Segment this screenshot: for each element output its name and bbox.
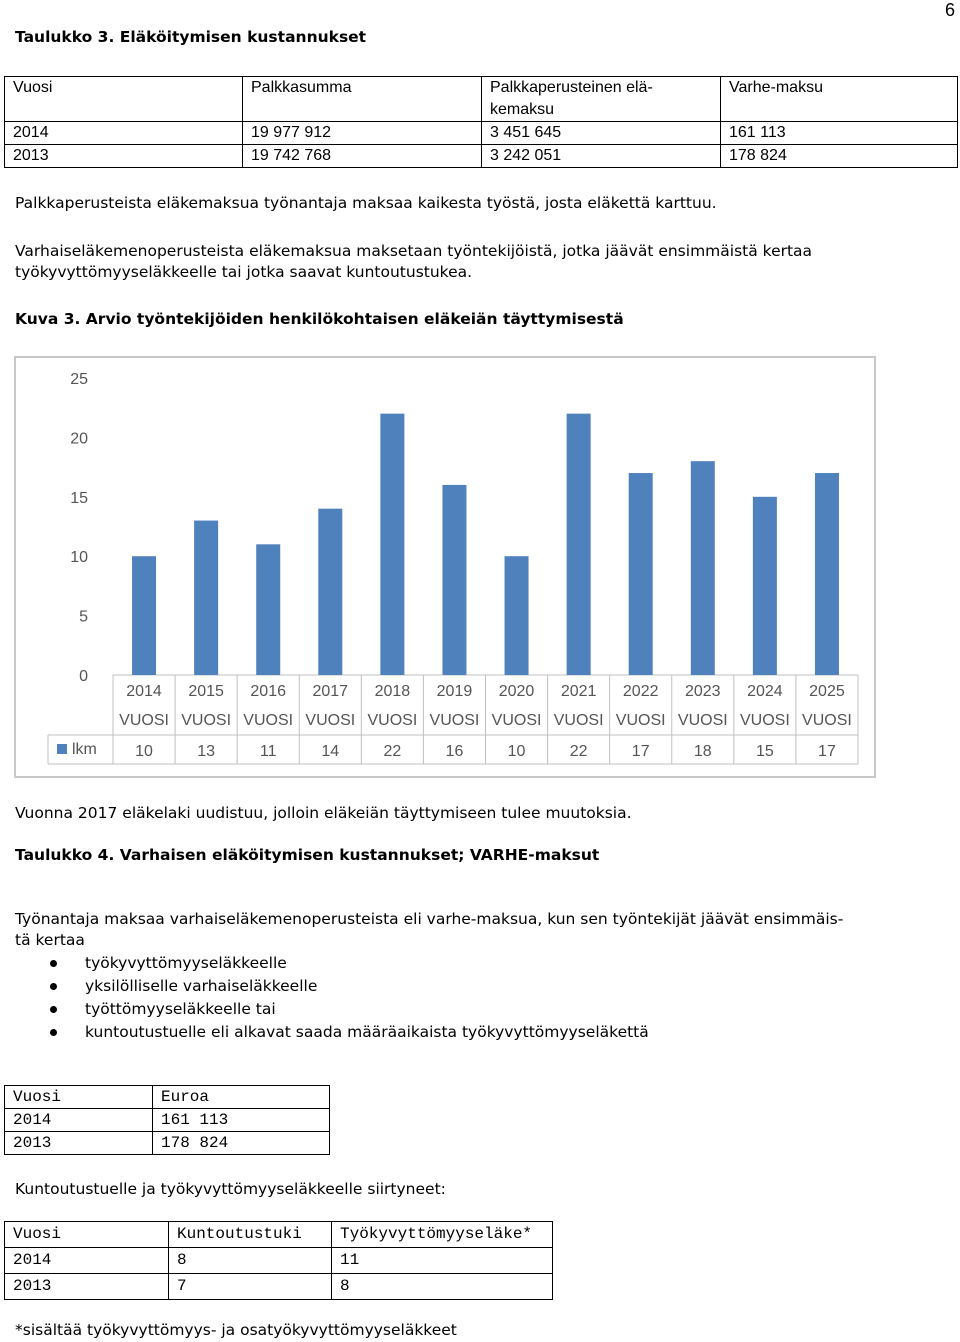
bar	[318, 509, 342, 675]
header-line: kemaksu	[490, 101, 555, 118]
table-cell: 7	[169, 1274, 332, 1300]
data-table-value: 11	[259, 743, 277, 760]
list-item	[15, 952, 649, 975]
table-cell: 8	[332, 1274, 553, 1300]
paragraph-line: työkyvyttömyyseläkkeelle tai jotka saavat kuntoutustukea.	[15, 263, 473, 281]
x-tick-label: 2016	[250, 683, 287, 700]
table-header-row	[5, 77, 958, 122]
table5-intro: Kuntoutustuelle ja työkyvyttömyyseläkkeelle siirtyneet:	[15, 1180, 446, 1198]
table-header-cell: Vuosi	[5, 1222, 169, 1248]
x-tick-label: VUOSI	[802, 712, 852, 729]
x-tick-label: 2019	[436, 683, 473, 700]
x-tick-label: 2020	[498, 683, 535, 700]
bullet-icon	[50, 960, 57, 967]
paragraph-line: Varhaiseläkemenoperusteista eläkemaksua maksetaan työntekijöistä, jotka jäävät ensimmäistä kertaa	[15, 242, 813, 260]
table-cell: 19 742 768	[243, 145, 482, 168]
chart-svg	[16, 358, 874, 776]
data-table-value: 10	[507, 743, 526, 760]
figure-caption: Kuva 3. Arvio työntekijöiden henkilökohtaisen eläkeiän täyttymisestä	[15, 310, 624, 328]
table-cell: 2014	[5, 1109, 153, 1132]
x-tick-label: VUOSI	[305, 712, 356, 729]
x-tick-label: VUOSI	[367, 712, 418, 729]
y-tick-label: 20	[70, 430, 88, 448]
table3	[4, 76, 958, 168]
bar	[753, 497, 777, 675]
bar	[567, 414, 591, 675]
data-table-value: 22	[569, 743, 588, 760]
table-cell: 19 977 912	[243, 122, 482, 145]
list-item-text: työttömyyseläkkeelle tai	[85, 1000, 276, 1018]
data-table-value: 16	[445, 743, 464, 760]
y-tick-label: 0	[79, 668, 88, 685]
table-row	[5, 145, 958, 168]
table-header-row	[5, 1086, 330, 1109]
x-tick-label: VUOSI	[181, 712, 232, 729]
table-cell: 3 242 051	[482, 145, 721, 168]
table-header-row	[5, 1222, 553, 1248]
list-item	[15, 1021, 649, 1044]
list-item	[15, 975, 649, 998]
x-tick-label: VUOSI	[739, 712, 790, 729]
table-row	[5, 1132, 330, 1155]
x-tick-label: 2018	[374, 683, 411, 700]
x-tick-label: VUOSI	[615, 712, 666, 729]
header-line: Palkkaperusteinen elä-	[490, 79, 653, 96]
table-cell: 3 451 645	[482, 122, 721, 145]
data-table-value: 14	[321, 743, 340, 760]
table-header-cell: Työkyvyttömyyseläke*	[332, 1222, 553, 1248]
table4-title: Taulukko 4. Varhaisen eläköitymisen kustannukset; VARHE-maksut	[15, 846, 600, 864]
table-cell: 2013	[5, 145, 243, 168]
x-tick-label: 2024	[747, 683, 783, 700]
page-number: 6	[944, 0, 955, 20]
footnote: *sisältää työkyvyttömyys- ja osatyökyvyttömyyseläkkeet	[15, 1321, 457, 1339]
table-cell: 2013	[5, 1274, 169, 1300]
x-tick-label: 2022	[622, 683, 659, 700]
list-item	[15, 998, 649, 1021]
y-tick-label: 15	[70, 489, 88, 507]
legend-label: lkm	[72, 741, 97, 758]
data-table-value: 15	[755, 743, 774, 760]
table-header-cell: Vuosi	[5, 1086, 153, 1109]
list-item-text: työkyvyttömyyseläkkeelle	[85, 954, 287, 972]
x-tick-label: VUOSI	[243, 712, 294, 729]
bar-chart	[14, 356, 876, 778]
table-cell: 161 113	[153, 1109, 330, 1132]
table-header-cell: Palkkasumma	[243, 77, 482, 122]
bar	[380, 414, 404, 675]
list-item-text: kuntoutustuelle eli alkavat saada määräaikaista työkyvyttömyyseläkettä	[85, 1023, 649, 1041]
data-table-value: 10	[135, 743, 153, 760]
bullet-icon	[50, 1029, 57, 1036]
table-cell: 2014	[5, 1248, 169, 1274]
y-tick-label: 25	[70, 371, 88, 388]
table-cell: 178 824	[721, 145, 958, 168]
x-tick-label: VUOSI	[677, 712, 728, 729]
figure-note: Vuonna 2017 eläkelaki uudistuu, jolloin eläkeiän täyttymiseen tulee muutoksia.	[15, 804, 632, 822]
x-tick-label: VUOSI	[491, 712, 542, 729]
x-tick-label: 2017	[312, 683, 349, 700]
list-item-text: yksilölliselle varhaiseläkkeelle	[85, 977, 318, 995]
bar	[815, 473, 839, 675]
paragraph: Palkkaperusteista eläkemaksua työnantaja maksaa kaikesta työstä, josta eläkettä karttuu.	[15, 194, 717, 212]
data-table-value: 17	[818, 743, 836, 760]
bar	[629, 473, 653, 675]
bar	[691, 461, 715, 675]
table-header-cell: Euroa	[153, 1086, 330, 1109]
x-tick-label: VUOSI	[429, 712, 480, 729]
bar	[256, 544, 280, 675]
table-cell: 161 113	[721, 122, 958, 145]
table3-title: Taulukko 3. Eläköitymisen kustannukset	[15, 28, 367, 46]
x-tick-label: VUOSI	[119, 712, 169, 729]
data-table-value: 17	[631, 743, 650, 760]
table-header-cell: Kuntoutustuki	[169, 1222, 332, 1248]
data-table-value: 18	[693, 743, 712, 760]
y-tick-label: 5	[79, 608, 88, 626]
table-cell: 2013	[5, 1132, 153, 1155]
x-tick-label: 2023	[684, 683, 721, 700]
table-header-cell: Vuosi	[5, 77, 243, 122]
bar	[442, 485, 466, 675]
table-header-cell	[482, 77, 721, 122]
bar	[194, 521, 218, 675]
paragraph	[15, 241, 950, 283]
x-tick-label: 2014	[126, 683, 162, 700]
x-tick-label: 2021	[560, 683, 597, 700]
table-row	[5, 1248, 553, 1274]
table-cell: 8	[169, 1248, 332, 1274]
bar	[132, 556, 156, 675]
x-tick-label: 2025	[809, 683, 845, 700]
bullet-list	[15, 952, 649, 1044]
y-tick-label: 10	[70, 549, 88, 567]
paragraph	[15, 909, 950, 951]
table5	[4, 1221, 553, 1300]
bullet-icon	[50, 983, 57, 990]
paragraph-line: tä kertaa	[15, 931, 85, 949]
bar	[505, 556, 529, 675]
legend-swatch	[57, 744, 67, 754]
x-tick-label: VUOSI	[553, 712, 604, 729]
table4	[4, 1085, 330, 1155]
table-cell: 11	[332, 1248, 553, 1274]
table-row	[5, 1109, 330, 1132]
x-tick-label: 2015	[188, 683, 224, 700]
table-cell: 2014	[5, 122, 243, 145]
table-row	[5, 122, 958, 145]
table-row	[5, 1274, 553, 1300]
data-table-value: 13	[197, 743, 216, 760]
bullet-icon	[50, 1006, 57, 1013]
data-table-value: 22	[383, 743, 402, 760]
table-header-cell: Varhe-maksu	[721, 77, 958, 122]
table-cell: 178 824	[153, 1132, 330, 1155]
paragraph-line: Työnantaja maksaa varhaiseläkemenoperusteista eli varhe-maksua, kun sen työntekijät jäävät ensimmäis-	[15, 910, 844, 928]
